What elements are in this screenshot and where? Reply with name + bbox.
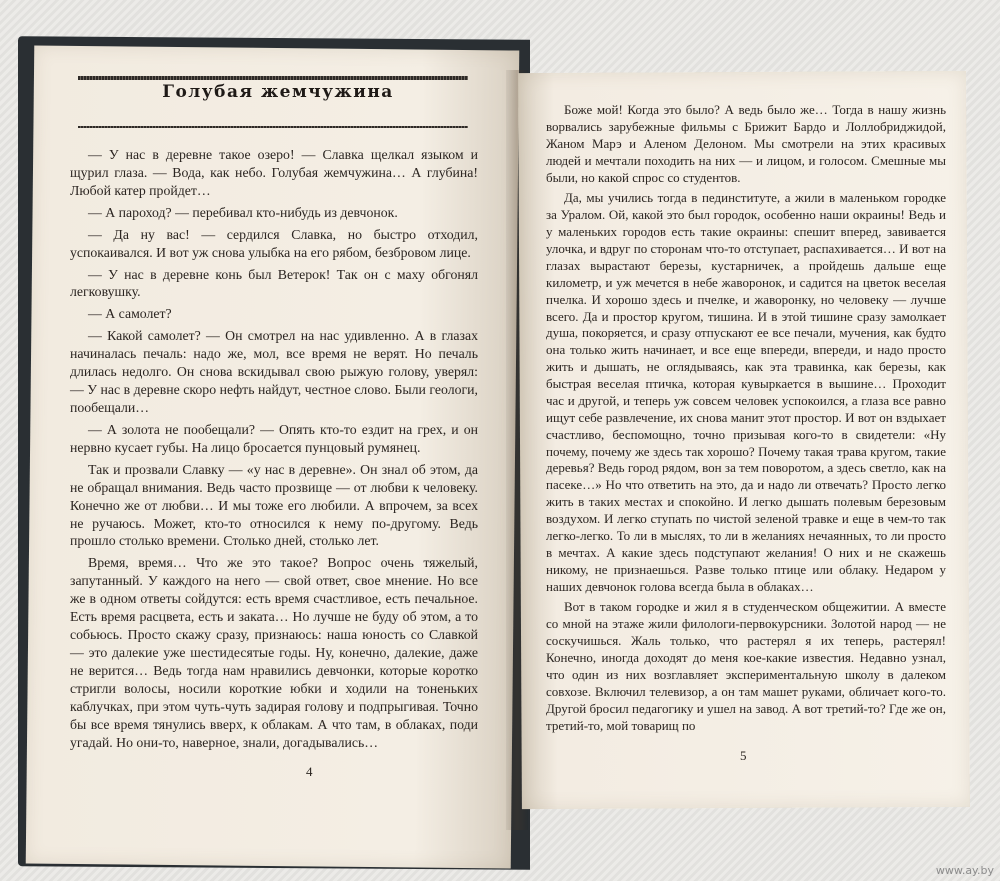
paragraph: — А золота не пообещали? — Опять кто-то ездит на грех, и он нервно кусает губы. На лицо бросается пунцовый румянец. — [70, 421, 478, 455]
watermark: www.ay.by — [935, 864, 994, 877]
right-page-content — [520, 72, 968, 808]
chapter-title: Голубая жемчужина — [162, 82, 394, 102]
paragraph: — А самолет? — [88, 306, 172, 322]
right-page-number: 5 — [740, 748, 747, 763]
paragraph: Да, мы учились тогда в пединституте, а жили в маленьком городке за Уралом. Ой, какой это был городок, особенно наши окраины! Ведь и у маленьких городов есть такие окраины: спешит вперед, завивается улочка, и вдруг по сторонам что-то отступает, распахивается… И вот на глазах вырастают березы, кустарничек, а пройдешь дальше еще километр, и уж мечется в небе жаворонок, и садится на цветок веселая пчелка. И хорошо здесь и пчелке, и жаворонку, но человеку — лучше всего. Да и простор кругом, тишина. И в этой тишине сразу замолкает душа, покоряется, и сразу отпускают ее все печали, мучения, как будто она только жить начинает, и все еще впереди, впереди, и надо просто жить и дышать, не оглядываясь, как эта травинка, как березы, как быстрая веселая птичка, которая кувыркается в вышине… Проходит час и другой, и теперь уж совсем человек успокоился, а глаза все равно ищут себе развлечение, их снова манит этот простор. И вот он вздыхает счастливо, беспомощно, точно призывая кого-то в свидетели: «Ну почему, почему же здесь так хорошо? Почему такая трава кругом, такие деревья? Ведь город рядом, вон за тем поворотом, а здесь светло, как на пасеке…» Но что ответить на это, да и надо ли отвечать? Просто легко жить в таких местах и спокойно. И легко дышать полевым березовым воздухом. И легко ступать по чистой зеленой травке и еще в чем-то так легко-легко. То ли в мыслях, то ли в желаниях нечаянных, то ли просто в мечтах. А какие здесь подступают желания! О них и не скажешь никому, не признаешься. Разве только птице или облаку. Недаром у наших девчонок голова всегда была в облаках… — [546, 190, 946, 594]
paragraph: Время, время… Что же это такое? Вопрос очень тяжелый, запутанный. У каждого на него — свой ответ, свое мнение. Но все же в одном ответы сойдутся: есть время счастливое, есть печальное. Есть время расцвета, есть и заката… Но лучше не буду об этом, а то собьюсь. Просто скажу сразу, признаюсь: наша юность со Славкой — это далекие уже шестидесятые годы. Ну, конечно, далекие, даже не верится… Ведь тогда нам нравились девчонки, которые коротко стригли волосы, носили короткие юбки и ходили на тоненьких каблучках, при этом чуть-чуть задирая голову и подпрыгивая. Точно бы все время тянулись вверх, к облакам. А что там, в облаках, поди угадай. Но они-то, наверное, знали, догадывались… — [70, 555, 478, 750]
left-page-number: 4 — [306, 764, 313, 779]
title-underline — [78, 126, 468, 128]
paragraph: — Да ну вас! — сердился Славка, но быстро отходил, успокаивался. И вот уж снова улыбка на его рябом, безбровом лице. — [70, 226, 478, 260]
right-page-text — [546, 102, 946, 738]
paragraph: — А пароход? — перебивал кто-нибудь из девчонок. — [88, 204, 398, 220]
paragraph: Вот в таком городке и жил я в студенческом общежитии. А вместе со мной на этаже жили филологи-первокурсники. Золотой народ — не соскучишься. Жаль только, что растерял я их теперь, растерял! Конечно, иногда доходят до меня кое-какие известия. Недавно узнал, что один из них возглавляет экспериментальную школу в далеком совхозе. Включил телевизор, а он там машет руками, обличает кого-то. Другой бросил педагогику и ушел на завод. А вот третий-то? Где же он, третий-то, мой товарищ по — [546, 599, 946, 733]
paragraph: — У нас в деревне такое озеро! — Славка щелкал языком и щурил глаза. — Вода, как небо. Голубая жемчужина… А глубина! Любой катер пройдет… — [70, 147, 478, 198]
left-page-text — [70, 146, 478, 756]
paragraph: Боже мой! Когда это было? А ведь было же… Тогда в нашу жизнь ворвались зарубежные фильмы с Брижит Бардо и Лоллобриджидой, Жаном Марэ и Аленом Делоном. Мы смотрели на этих красивых людей и мечтали походить на них — и лицом, и голосом. Смешные мы были, но какой спрос со студентов. — [546, 102, 946, 185]
top-rule — [78, 76, 468, 80]
paragraph: — Какой самолет? — Он смотрел на нас удивленно. А в глазах начиналась печаль: надо же, мол, все время не верят. Но печаль длилась недолго. Он снова вскидывал свою рыжую голову, уверял: — У нас в деревне скоро нефть найдут, честное слово. Были геологи, пообещали… — [70, 328, 478, 415]
paragraph: Так и прозвали Славку — «у нас в деревне». Он знал об этом, да не обращал внимания. Ведь часто прозвище — от любви к человеку. Конечно же от любви… И мы тоже его любили. А впрочем, за всех не ручаюсь. Может, кто-то относился к нему по-другому. Ведь прошло столько времени. Столько дней, столько лет. — [70, 461, 478, 549]
paragraph: — У нас в деревне конь был Ветерок! Так он с маху обгонял легковушку. — [70, 266, 478, 300]
